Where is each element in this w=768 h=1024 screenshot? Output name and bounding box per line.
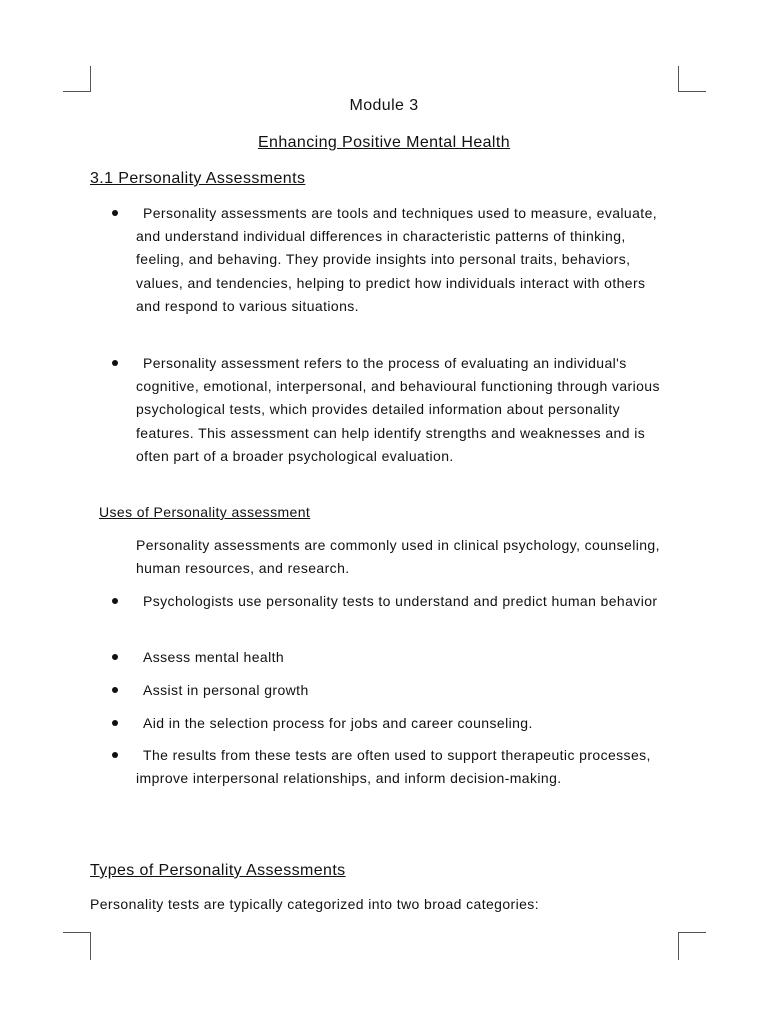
bullet-dot-icon (112, 752, 118, 758)
uses-heading: Uses of Personality assessment (99, 504, 311, 520)
bullet-dot-icon (112, 687, 118, 693)
crop-mark-bottom-left (63, 932, 91, 960)
bullet-dot-icon (112, 210, 118, 216)
bullet-dot-icon (112, 654, 118, 660)
bullet-text: Aid in the selection process for jobs and career counseling. (143, 715, 533, 731)
crop-mark-top-left (63, 66, 91, 92)
bullet-text: Personality assessment refers to the process of evaluating an individual's cognitive, emotional, interpersonal, and behavioural functioning through various psychological tests, which provides detailed information about personality features. This assessment can help identify strengths and weaknesses and is often part of a broader psychological evaluation. (136, 355, 660, 464)
bullet-dot-icon (112, 598, 118, 604)
bullet-text: Psychologists use personality tests to understand and predict human behavior (143, 593, 658, 609)
types-heading: Types of Personality Assessments (90, 862, 346, 879)
crop-mark-bottom-right (678, 932, 706, 960)
module-subtitle: Enhancing Positive Mental Health (257, 134, 511, 151)
bullet-text: Assist in personal growth (143, 682, 309, 698)
crop-mark-top-right (678, 66, 706, 92)
bullet-dot-icon (112, 360, 118, 366)
module-title: Module 3 (349, 97, 419, 114)
section-heading: 3.1 Personality Assessments (90, 170, 306, 187)
bullet-dot-icon (112, 720, 118, 726)
bullet-text: Assess mental health (143, 649, 285, 665)
types-intro: Personality tests are typically categorized into two broad categories: (90, 896, 539, 912)
bullet-text: The results from these tests are often used to support therapeutic processes, improve interpersonal relationships, and inform decision-making. (136, 747, 651, 787)
uses-intro: Personality assessments are commonly used in clinical psychology, counseling, human resources, and research. (136, 537, 660, 577)
bullet-text: Personality assessments are tools and techniques used to measure, evaluate, and understand individual differences in characteristic patterns of thinking, feeling, and behaving. They provide insights into personal traits, behaviors, values, and tendencies, helping to predict how individuals interact with others and respond to various situations. (136, 205, 658, 314)
